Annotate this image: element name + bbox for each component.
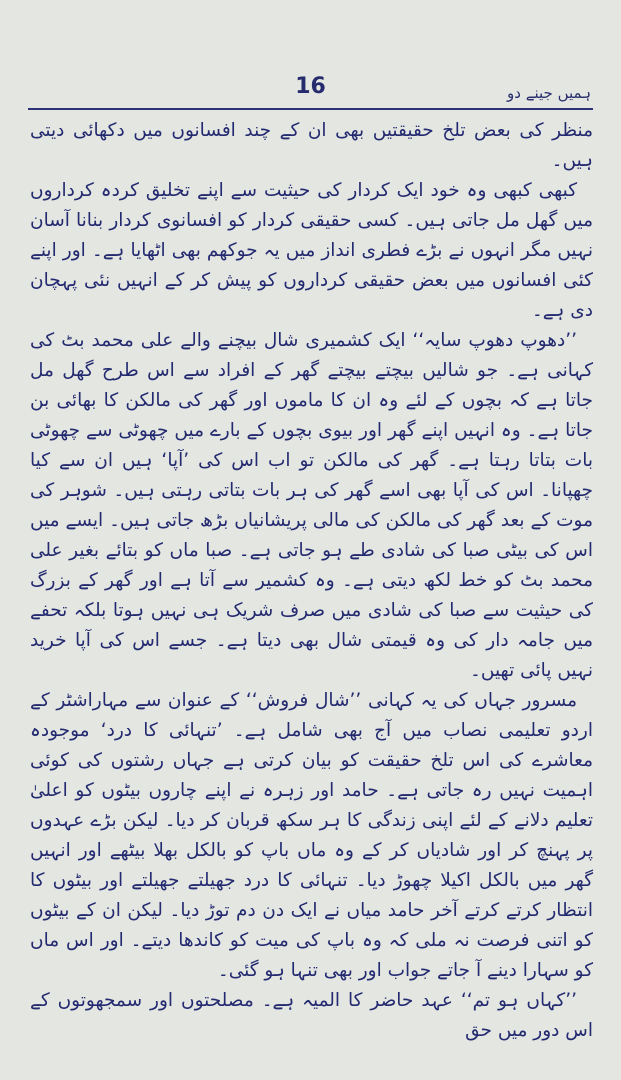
page-header xyxy=(28,72,593,110)
page-number: 16 xyxy=(295,74,326,99)
paragraph: کبھی کبھی وہ خود ایک کردار کی حیثیت سے اپنے تخلیق کردہ کرداروں میں گھل مل جاتی ہیں۔ کسی حقیقی کردار کو افسانوی کردار بنانا آسان نہیں مگر انہوں نے بڑے فطری انداز میں یہ جوکھم بھی اٹھایا ہے۔ اور اپنے کئی افسانوں میں بعض حقیقی کرداروں کو پیش کر کے انہیں نئی پہچان دی ہے۔ xyxy=(30,180,593,321)
running-title: ہمیں جینے دو xyxy=(507,84,591,102)
paragraph: ’’کہاں ہو تم‘‘ عہد حاضر کا المیہ ہے۔ مصلحتوں اور سمجھوتوں کے اس دور میں حق xyxy=(30,990,593,1041)
paragraph: منظر کی بعض تلخ حقیقتیں بھی ان کے چند افسانوں میں دکھائی دیتی ہیں۔ xyxy=(30,120,593,171)
paragraph: مسرور جہاں کی یہ کہانی ’’شال فروش‘‘ کے عنوان سے مہاراشٹر کے اردو تعلیمی نصاب میں آج بھی شامل ہے۔ ’تنہائی کا درد‘ موجودہ معاشرے کی اس تلخ حقیقت کو بیان کرتی ہے جہاں رشتوں کی کوئی اہمیت نہیں رہ جاتی ہے۔ حامد اور زہرہ نے اپنے چاروں بیٹوں کو اعلیٰ تعلیم دلانے کے لئے اپنی زندگی کا ہر سکھ قربان کر دیا۔ لیکن بڑے عہدوں پر پہنچ کر اور شادیاں کر کے وہ ماں باپ کو بالکل بھلا بیٹھے اور انہیں گھر میں بالکل اکیلا چھوڑ دیا۔ تنہائی کا درد جھیلتے جھیلتے اور بیٹوں کا انتظار کرتے کرتے آخر حامد میاں نے ایک دن دم توڑ دیا۔ لیکن ان کے بیٹوں کو اتنی فرصت نہ ملی کہ وہ باپ کی میت کو کاندھا دیتے۔ اور اس ماں کو سہارا دینے آ جاتے جواب اور بھی تنہا ہو گئی۔ xyxy=(30,690,593,981)
body-text xyxy=(30,116,593,1046)
paragraph: ’’دھوپ دھوپ سایہ‘‘ ایک کشمیری شال بیچنے والے علی محمد بٹ کی کہانی ہے۔ جو شالیں بیچتے بیچتے گھر کے افراد سے اس طرح گھل مل جاتا ہے کہ بچوں کے لئے وہ ان کا ماموں اور گھر کی مالکن کا بھائی بن جاتا ہے۔ وہ انہیں اپنے گھر اور بیوی بچوں کے بارے میں چھوٹی سے چھوٹی بات بتاتا رہتا ہے۔ گھر کی مالکن تو اب اس کی ’آپا‘ ہیں ان سے کیا چھپانا۔ اس کی آپا بھی اسے گھر کی ہر بات بتاتی رہتی ہیں۔ شوہر کی موت کے بعد گھر کی مالکن کی مالی پریشانیاں بڑھ جاتی ہیں۔ ایسے میں اس کی بیٹی صبا کی شادی طے ہو جاتی ہے۔ صبا ماں کو بتائے بغیر علی محمد بٹ کو خط لکھ دیتی ہے۔ وہ کشمیر سے آتا ہے اور گھر کے بزرگ کی حیثیت سے صبا کی شادی میں صرف شریک ہی نہیں ہوتا بلکہ تحفے میں جامہ دار کی وہ قیمتی شال بھی دیتا ہے۔ جسے اس کی آپا خرید نہیں پائی تھیں۔ xyxy=(30,330,593,681)
header-rule xyxy=(28,108,593,110)
